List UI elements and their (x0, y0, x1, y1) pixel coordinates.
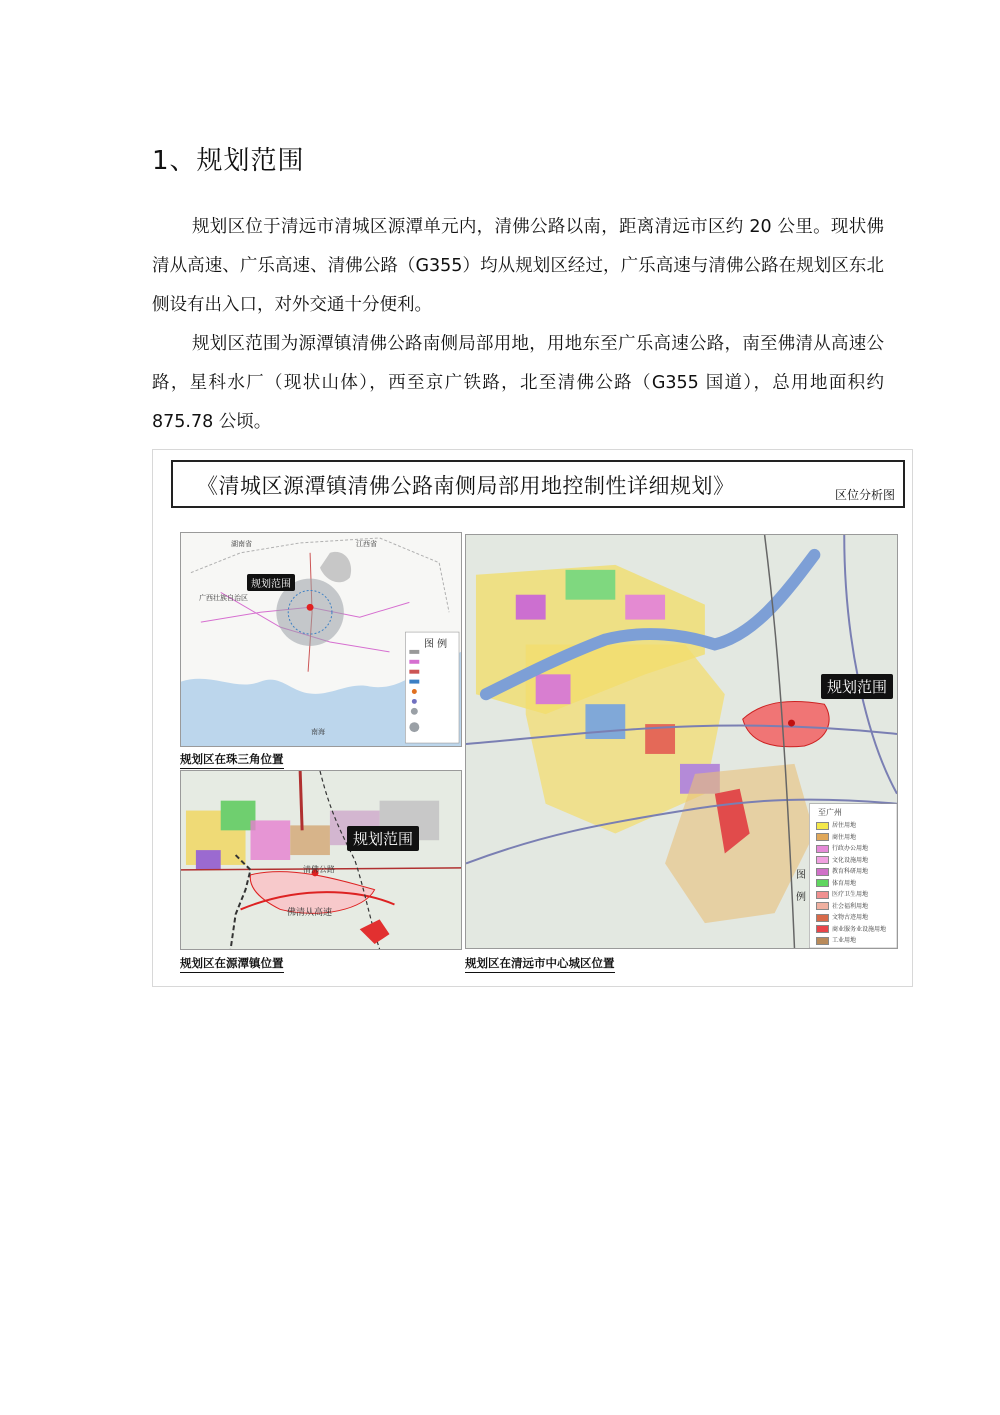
legend-item-label: 文化设施用地 (832, 856, 869, 864)
caption-yuantan: 规划区在源潭镇位置 (180, 955, 284, 973)
legend-item-label: 居住用地 (832, 822, 857, 829)
map-panel-qingyuan (465, 534, 898, 949)
legend-item (816, 843, 868, 853)
legend-item (816, 924, 886, 934)
legend-swatch (816, 822, 829, 830)
yuantan-expressway-label: 佛清从高速 (287, 908, 333, 918)
legend-swatch (816, 856, 829, 864)
legend-swatch (816, 833, 829, 841)
legend-item (816, 820, 856, 830)
legend-item-label: 医疗卫生用地 (832, 891, 869, 898)
yuantan-map-graphic (181, 771, 461, 949)
caption-prd: 规划区在珠三角位置 (180, 751, 284, 769)
legend-item-label: 体育用地 (832, 879, 857, 887)
legend-swatch (816, 902, 829, 910)
prd-plan-area-label: 规划范围 (247, 574, 295, 591)
legend-item (816, 866, 868, 876)
legend-item-label: 商业服务业设施用地 (832, 925, 887, 933)
legend-swatch (816, 879, 829, 887)
caption-qingyuan: 规划区在清远市中心城区位置 (465, 955, 615, 973)
figure-title-box (171, 460, 905, 508)
prd-province-label-2: 湖南省 (231, 540, 252, 548)
legend-item-label: 教育科研用地 (832, 868, 869, 875)
prd-sea-label: 南海 (311, 728, 325, 736)
prd-map-graphic (181, 533, 461, 746)
legend-item-label: 行政办公用地 (832, 845, 869, 852)
legend-swatch (816, 937, 829, 945)
legend-item-label: 文物古迹用地 (832, 914, 869, 921)
paragraph-scope-boundary: 规划区范围为源潭镇清佛公路南侧局部用地，用地东至广乐高速公路，南至佛清从高速公路，星科水厂（现状山体），西至京广铁路，北至清佛公路（G355 国道），总用地面积约 875.78 公顷。 (152, 334, 884, 432)
prd-province-label-1: 江西省 (356, 540, 377, 548)
legend-swatch (816, 925, 829, 933)
figure-title: 《清城区源潭镇清佛公路南侧局部用地控制性详细规划》 (197, 474, 735, 498)
qingyuan-legend-title: 图 例 (796, 870, 806, 903)
legend-item-label: 社会福利用地 (832, 902, 869, 910)
prd-province-label-3: 广西壮族自治区 (199, 594, 248, 602)
map-panel-prd (180, 532, 462, 747)
legend-item (816, 901, 868, 911)
yuantan-plan-area-label: 规划范围 (347, 826, 419, 851)
qingyuan-plan-area-label: 规划范围 (821, 674, 893, 699)
legend-item (816, 878, 856, 888)
section-heading: 1、规划范围 (152, 146, 305, 176)
legend-item (816, 889, 868, 899)
legend-swatch (816, 914, 829, 922)
legend-item (816, 935, 856, 945)
legend-swatch (816, 891, 829, 899)
figure-subtitle: 区位分析图 (834, 488, 895, 502)
qingyuan-legend-header: 至广州 (818, 808, 842, 817)
legend-item-label: 商住用地 (832, 833, 857, 841)
legend-item (816, 832, 856, 842)
legend-item-label: 工业用地 (832, 937, 857, 944)
legend-item (816, 912, 868, 922)
legend-swatch (816, 845, 829, 853)
map-panel-yuantan (180, 770, 462, 950)
yuantan-road-label: 清佛公路 (303, 865, 335, 874)
legend-item (816, 855, 868, 865)
location-analysis-figure (152, 449, 913, 987)
paragraph-scope-location: 规划区位于清远市清城区源潭单元内，清佛公路以南，距离清远市区约 20 公里。现状佛清从高速、广乐高速、清佛公路（G355）均从规划区经过，广乐高速与清佛公路在规划区东北侧设有出入口，对外交通十分便利。 (152, 217, 884, 315)
prd-legend-title: 图 例 (424, 639, 448, 650)
legend-swatch (816, 868, 829, 876)
